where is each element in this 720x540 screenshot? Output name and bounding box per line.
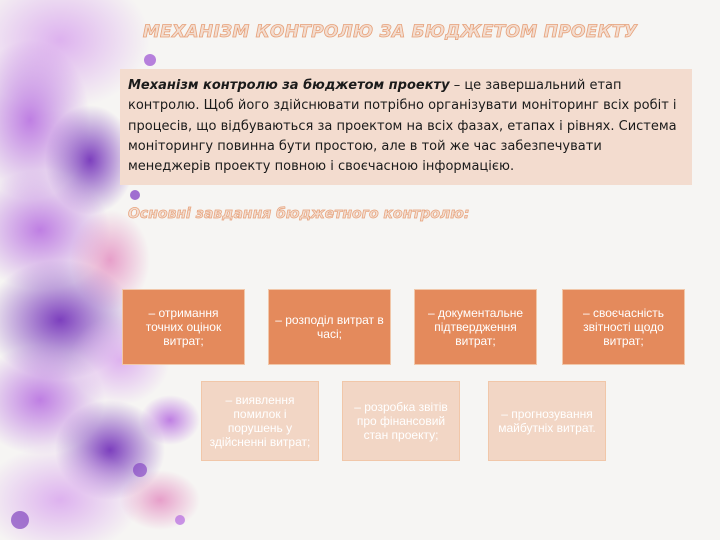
intro-text-block: [120, 69, 692, 185]
task-box-cost-estimates: – отримання точних оцінок витрат;: [122, 289, 245, 365]
tasks-subtitle: Основні завдання бюджетного контролю:: [128, 206, 470, 222]
task-box-cost-distribution: – розподіл витрат в часі;: [268, 289, 391, 365]
intro-lead-term: Механізм контролю за бюджетом проекту: [128, 78, 450, 93]
intro-body-text: – це завершальний етап контролю. Щоб його здійснювати потрібно організувати моніторинг всіх робіт і процесів, що відбуваються за проектом на всіх фазах, етапах і рівнях. Система моніторингу повинна бути простою, але в той же час забезпечувати менеджерів проекту повною і своєчасною інформацією.: [128, 78, 677, 175]
task-box-documentation: – документальне підтвердження витрат;: [414, 289, 537, 365]
task-box-financial-reports: – розробка звітів про фінансовий стан проекту;: [342, 381, 460, 461]
task-box-error-detection: – виявлення помилок і порушень у здійсненні витрат;: [201, 381, 319, 461]
task-box-reporting-timeliness: – своєчасність звітності щодо витрат;: [562, 289, 685, 365]
slide-title: МЕХАНІЗМ КОНТРОЛЮ ЗА БЮДЖЕТОМ ПРОЕКТУ: [142, 22, 638, 42]
task-box-forecasting: – прогнозування майбутніх витрат.: [488, 381, 606, 461]
